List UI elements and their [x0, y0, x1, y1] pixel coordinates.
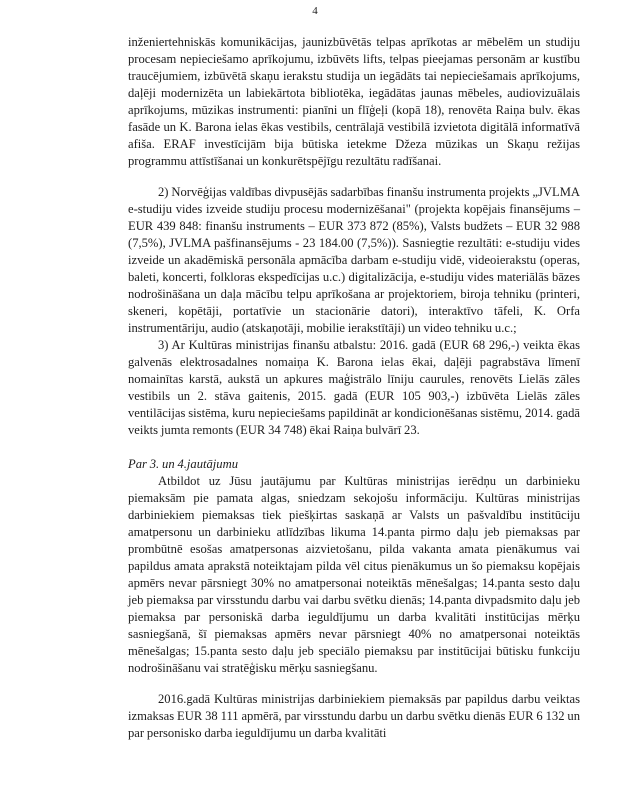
page-number: 4: [312, 5, 318, 17]
document-body: [128, 34, 580, 742]
paragraph-norway-project: 2) Norvēģijas valdības divpusējās sadarbības finanšu instrumenta projekts „JVLMA e-studiju vides izveide studiju procesu modernizēšanai" (projekta kopējais finansējums – EUR 439 848: finanšu instruments – EUR 373 872 (85%), Valsts budžets – EUR 32 988 (7,5%), JVLMA pašfinansējums - 23 184.00 (7,5%)). Sasniegtie rezultāti: e-studiju vides izveide un akadēmiskā personāla apmācība darbam e-studiju vidē, videoierakstu (operas, baleti, koncerti, folkloras ekspedīcijas u.c.) digitalizācija, e-studiju vides materiālās bāzes nodrošināšana un daļa mācību telpu aprīkošana ar projektoriem, biroja tehniku (printeri, skeneri, kopētāji, portatīvie un stacionārie datori), interaktīvo tāfeli, K. Orfa instrumentāriju, audio (atskaņotāji, mobilie ierakstītāji) un video tehniku u.c.;: [128, 185, 580, 335]
paragraph-2016-payments: 2016.gadā Kultūras ministrijas darbiniekiem piemaksās par papildus darbu veiktas izmaksas EUR 38 111 apmērā, par virsstundu darbu un darbu svētku dienās EUR 6 132 un par personisko darba ieguldījumu un darba kvalitāti: [128, 692, 580, 740]
paragraph-continuation: inženiertehniskās komunikācijas, jaunizbūvētās telpas aprīkotas ar mēbelēm un studiju procesam nepieciešamo aprīkojumu, izbūvēts lifts, telpas pieejamas personām ar kustību traucējumiem, izbūvētā skaņu ierakstu studija un iegādāts tai nepieciešamais aprīkojums, daļēji modernizēta un labiekārtota bibliotēka, iegādātas jaunas mēbeles, audiovizuālais aprīkojums, mūzikas instrumenti: pianīni un flīģeļi (kopā 18), renovēta Raiņa bulv. ēkas fasāde un K. Barona ielas ēkas vestibils, centrālajā vestibilā izvietota digitālā informatīvā afiša. ERAF investīcijām bija būtiska ietekme Džeza mūzikas un Skaņu režijas programmu attīstīšanai un konkurētspējīgu rezultātu radīšanai.: [128, 35, 580, 168]
paragraph-ministry-support: 3) Ar Kultūras ministrijas finanšu atbalstu: 2016. gadā (EUR 68 296,-) veikta ēkas galvenās elektrosadalnes nomaiņa K. Barona ielas ēkai, daļēji pagrabstāva līmenī nomainītas karstā, aukstā un apkures maģistrālo līniju caurules, renovēts Lielās zāles vestibils un 2. stāva gaitenis, 2015. gadā (EUR 105 903,-) izbūvēta Lielās zāles ventilācijas sistēma, kuru nepieciešams papildināt ar kondicionēšanas sistēmu, 2014. gadā veikts jumta remonts (EUR 34 748) ēkai Raiņa bulvārī 23.: [128, 338, 580, 437]
section-heading: Par 3. un 4.jautājumu: [128, 457, 238, 471]
paragraph-allowances: Atbildot uz Jūsu jautājumu par Kultūras ministrijas ierēdņu un darbinieku piemaksām pie pamata algas, sniedzam sekojošu informāciju. Kultūras ministrijas darbiniekiem piemaksas tiek piešķirtas saskaņā ar Valsts un pašvaldību institūciju amatpersonu un darbinieku atlīdzības likuma 14.panta pirmo daļu jeb piemaksas par prombūtnē esošas amatpersonas aizvietošanu, pilda vakanta amata pienākumus vai papildus amata aprakstā noteiktajam pilda vēl citus pienākumus un šo piemaksu kopējais apmērs nevar pārsniegt 30% no amatpersonai noteiktās mēnešalgas; 14.panta sesto daļu jeb piemaksa par virsstundu darbu vai darbu svētku dienās; 14.panta divpadsmito daļu jeb piemaksa par personiskā darba ieguldījumu un darba kvalitāti institūcijas mērķu sasniegšanā, šī piemaksas apmērs nevar pārsniegt 40% no amatpersonai noteiktās mēnešalgas; 15.panta sesto daļu jeb speciālo piemaksu par institūcijai būtisku funkciju nodrošināšanu vai stratēģisku mērķu sasniegšanu.: [128, 474, 580, 675]
